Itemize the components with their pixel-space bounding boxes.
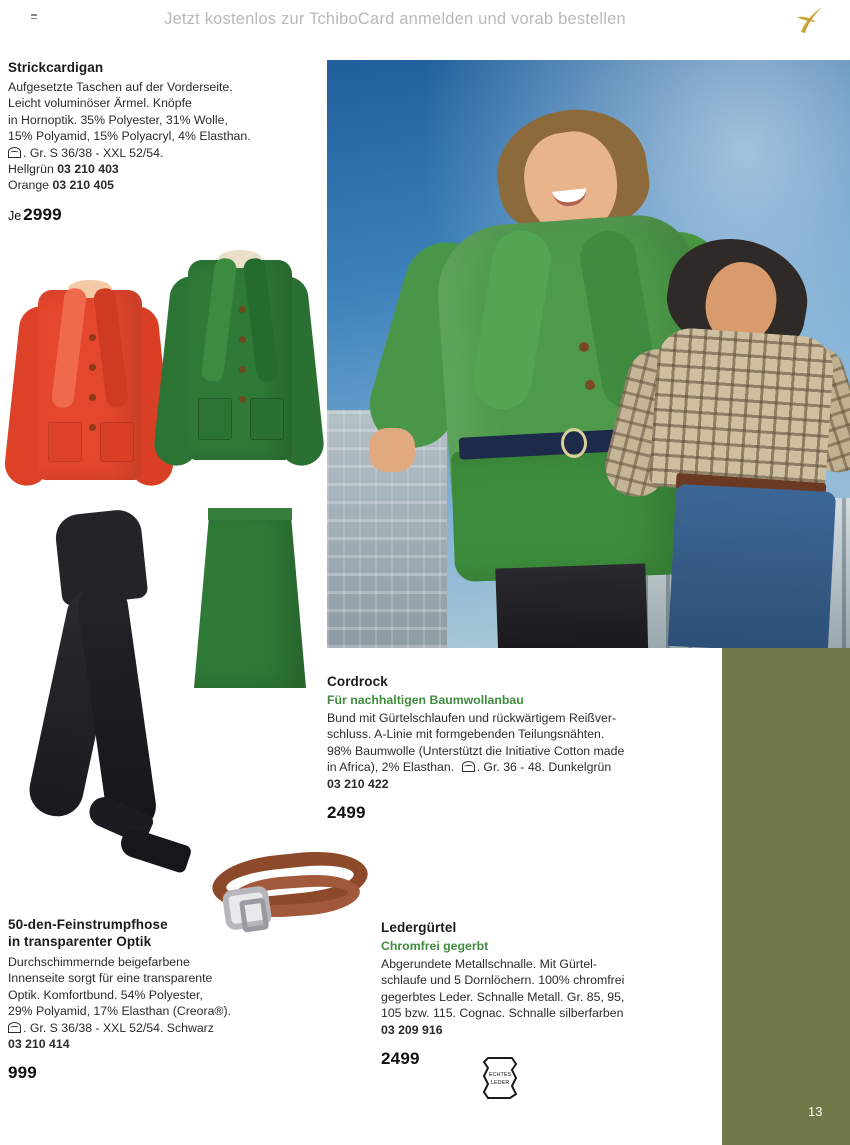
desc-line: 98% Baumwolle (Unterstützt die Initiative Cotton made <box>327 743 625 758</box>
product-block-feinstrumpfhose <box>8 916 258 1083</box>
top-banner <box>0 0 850 42</box>
product-description-cordrock <box>327 710 677 792</box>
product-description-feinstrumpfhose <box>8 954 258 1052</box>
article-code-cordrock: 03 210 422 <box>327 776 389 791</box>
model2-jeans <box>668 484 836 648</box>
olive-color-panel <box>722 648 850 1145</box>
product-block-ledileguertel <box>381 920 671 1069</box>
desc-line: in Africa), 2% Elasthan. <box>327 760 455 775</box>
skirt-body <box>194 508 306 688</box>
care-text: . Gr. S 36/38 - XXL 52/54. Schwarz <box>23 1020 214 1035</box>
horn-button <box>239 396 246 403</box>
variant-article-code: 03 210 405 <box>52 178 114 193</box>
page-number: 13 <box>808 1104 823 1119</box>
product-description-strickcardigan <box>8 79 308 194</box>
price-guertel <box>381 1049 671 1069</box>
desc-line: Abgerundete Metallschnalle. Mit Gürtel- <box>381 957 597 971</box>
product-photo-cordrock <box>186 498 316 698</box>
horn-button <box>89 334 96 341</box>
title-line-1: 50-den-Feinstrumpfhose <box>8 917 168 932</box>
page-title-feinstrumpfhose <box>8 916 258 950</box>
wash-care-icon <box>8 1022 21 1033</box>
patch-pocket-right <box>250 398 284 440</box>
care-info-line <box>8 1020 258 1036</box>
sustainability-subtitle-cordrock: Für nachhaltigen Baumwollanbau <box>327 693 524 707</box>
article-code-guertel: 03 209 916 <box>381 1022 443 1037</box>
tights-foot <box>117 826 192 874</box>
desc-line: 29% Polyamid, 17% Elasthan (Creora®). <box>8 1004 231 1019</box>
desc-line: in Hornoptik. 35% Polyester, 31% Wolle, <box>8 112 228 127</box>
wash-care-icon <box>462 761 475 772</box>
desc-line: Innenseite sorgt für eine transparente <box>8 971 213 986</box>
variant-name: Hellgrün <box>8 162 54 177</box>
skirt-waistband <box>208 508 292 520</box>
patch-pocket-left <box>198 398 232 440</box>
model2-checked-shirt <box>649 326 836 498</box>
horn-button <box>239 366 246 373</box>
price-prefix: Je <box>8 208 22 223</box>
product-block-strickcardigan <box>8 60 308 225</box>
product-photo-cardigan-orange <box>10 272 170 512</box>
desc-line: Leicht voluminöser Ärmel. Knöpfe <box>8 96 192 111</box>
model-checked-top <box>610 240 850 648</box>
horn-button <box>239 306 246 313</box>
product-photo-cardigan-hellgruen <box>160 240 320 505</box>
svg-text:ECHTES: ECHTES <box>488 1072 512 1078</box>
price-feinstrumpfhose <box>8 1063 258 1083</box>
product-photo-feinstrumpfhose <box>18 512 198 932</box>
desc-line: gegerbtes Leder. Schnalle Metall. Gr. 85, 95, <box>381 989 625 1004</box>
price-cordrock <box>327 803 677 823</box>
desc-line: schluss. A-Linie mit formgebenden Teilungsnähten. <box>327 727 605 742</box>
price-euro: 24 <box>327 803 347 823</box>
price-cent: 99 <box>346 803 366 823</box>
wash-care-icon <box>8 147 21 158</box>
price-euro: 24 <box>381 1049 401 1069</box>
horn-button <box>239 336 246 343</box>
page-title-ledileguertel: Ledergürtel <box>381 920 457 935</box>
patch-pocket-right <box>100 422 134 462</box>
svg-text:LEDER: LEDER <box>490 1080 510 1086</box>
model1-button <box>585 380 595 390</box>
model1-button <box>579 342 589 352</box>
tchibo-logo <box>795 4 825 36</box>
sustainability-subtitle-guertel: Chromfrei gegerbt <box>381 939 489 953</box>
model1-hand-left <box>369 428 415 472</box>
price-cent: 99 <box>400 1049 420 1069</box>
variant-row-hellgruen <box>8 161 308 177</box>
price-cent: 99 <box>17 1063 37 1083</box>
desc-line: 15% Polyamid, 15% Polyacryl, 4% Elasthan. <box>8 129 251 144</box>
care-text: . Gr. S 36/38 - XXL 52/54. <box>23 145 164 160</box>
variant-row-orange <box>8 177 308 193</box>
horn-button <box>89 424 96 431</box>
article-code-feinstrumpfhose: 03 210 414 <box>8 1037 70 1052</box>
desc-line: schlaufe und 5 Dornlöchern. 100% chromfrei <box>381 973 625 988</box>
care-info-line <box>327 759 677 775</box>
horn-button <box>89 394 96 401</box>
patch-pocket-left <box>48 422 82 462</box>
price-cent: 99 <box>42 204 62 224</box>
desc-line: Durchschimmernde beigefarbene <box>8 955 190 969</box>
echtes-leder-seal-icon <box>480 1056 520 1100</box>
variant-article-code: 03 210 403 <box>57 162 119 177</box>
care-info-line <box>8 145 308 161</box>
horn-button <box>89 364 96 371</box>
price-euro: 9 <box>8 1063 18 1083</box>
hero-lifestyle-photo <box>327 60 850 648</box>
price-strickcardigan <box>8 205 308 225</box>
page-title-strickcardigan: Strickcardigan <box>8 60 104 75</box>
care-text: . Gr. 36 - 48. Dunkelgrün <box>476 760 612 775</box>
product-block-cordrock <box>327 674 677 823</box>
desc-line: 105 bzw. 115. Cognac. Schnalle silberfarben <box>381 1006 624 1021</box>
desc-line: Bund mit Gürtelschlaufen und rückwärtigem Reißver- <box>327 711 617 725</box>
banner-text: Jetzt kostenlos zur TchiboCard anmelden und vorab bestellen <box>164 10 626 28</box>
title-line-2: in transparenter Optik <box>8 934 152 949</box>
variant-name: Orange <box>8 178 50 193</box>
desc-line: Optik. Komfortbund. 54% Polyester, <box>8 987 203 1002</box>
page-title-cordrock: Cordrock <box>327 674 388 689</box>
price-euro: 29 <box>23 204 43 224</box>
product-description-guertel <box>381 956 671 1038</box>
desc-line: Aufgesetzte Taschen auf der Vorderseite. <box>8 80 233 94</box>
